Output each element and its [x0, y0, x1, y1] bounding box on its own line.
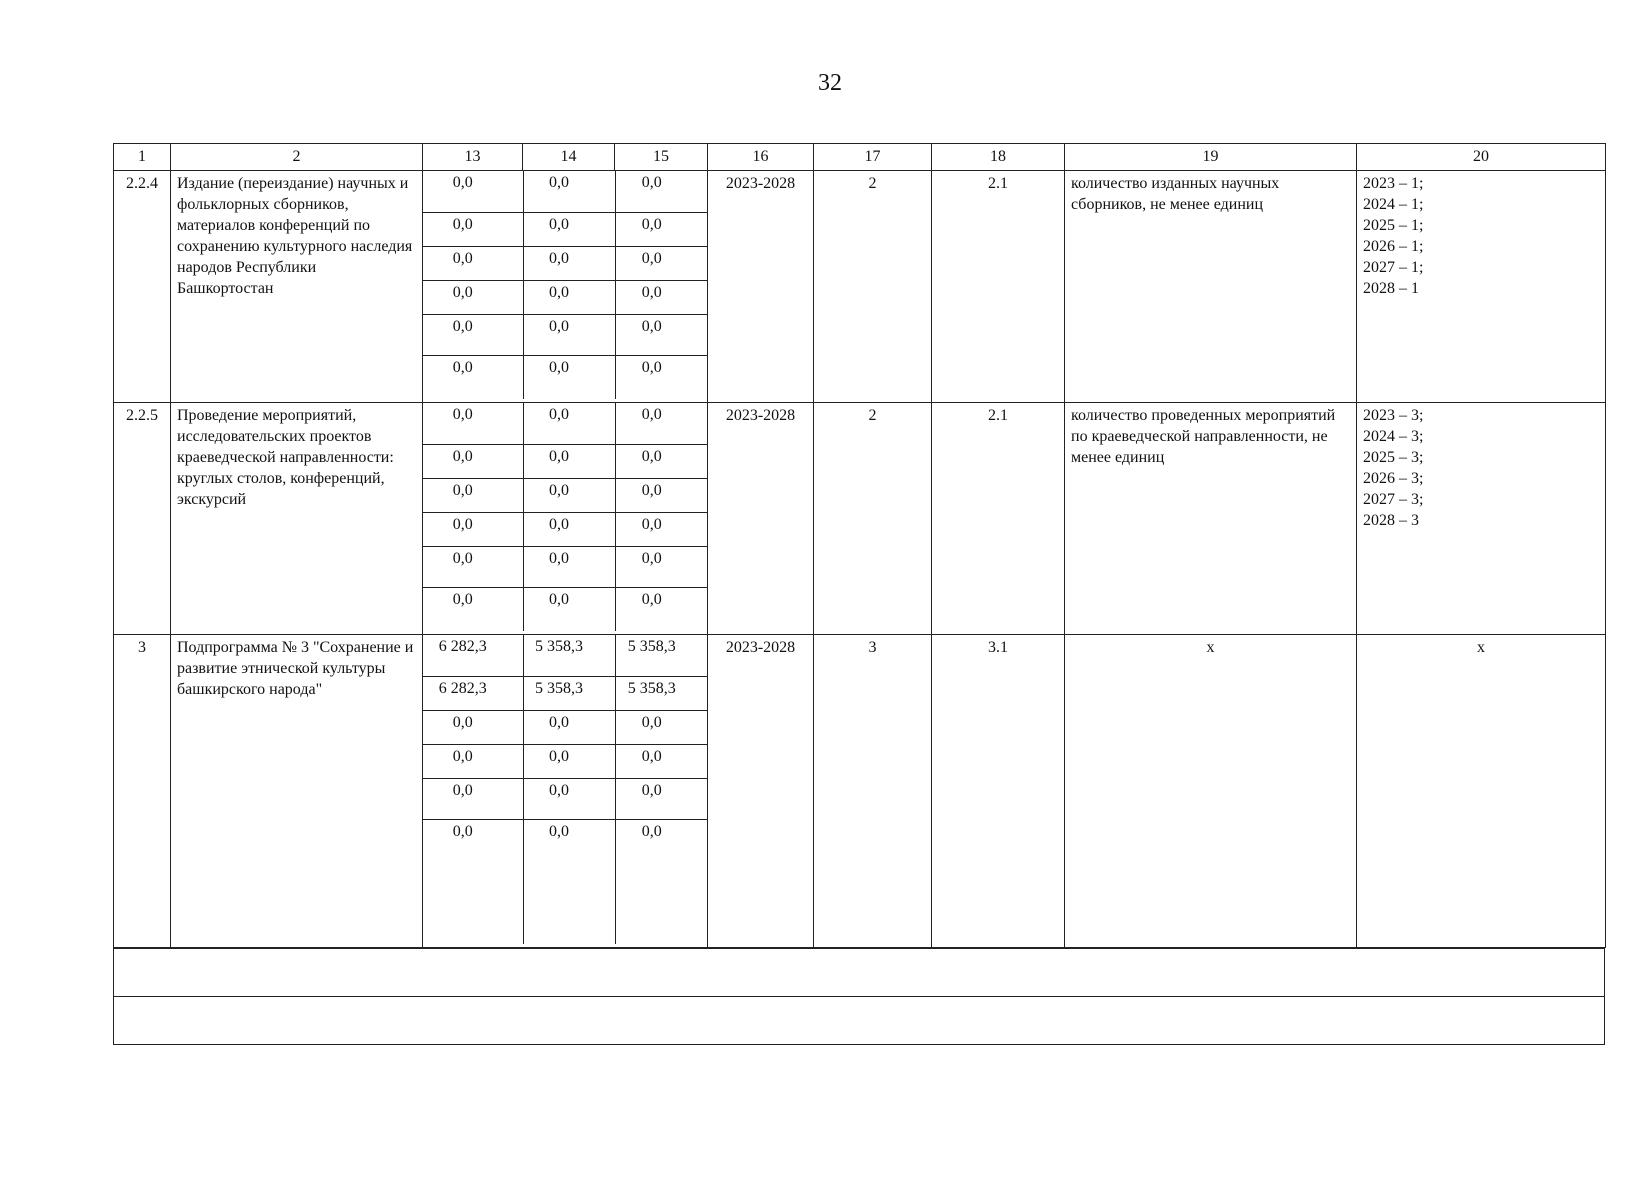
- header-cell: 15: [615, 144, 708, 171]
- header-cell: 18: [932, 144, 1065, 171]
- financing-value: 0,0: [423, 355, 523, 399]
- task-code: 3.1: [932, 635, 1065, 948]
- financing-value: 0,0: [615, 246, 708, 280]
- financing-value: 0,0: [523, 819, 615, 944]
- plan-value: 2027 – 3;: [1363, 491, 1424, 508]
- row-name: Проведение мероприятий, исследовательских проектов краеведческой направленности: круглых столов, конференций, экскурсий: [171, 403, 423, 635]
- document-sheet: [113, 143, 1605, 1045]
- financing-value: 0,0: [615, 171, 708, 212]
- financing-value: 5 358,3: [615, 635, 708, 676]
- financing-value: 0,0: [641, 822, 662, 840]
- financing-value: 0,0: [423, 246, 523, 280]
- financing-value: 0,0: [423, 280, 523, 314]
- header-cell: 13: [423, 144, 523, 171]
- period: 2023-2028: [708, 171, 814, 403]
- plan-value: 2024 – 1;: [1363, 196, 1424, 213]
- plan-values: [1357, 403, 1606, 635]
- financing-subrow: [423, 512, 708, 546]
- financing-subrow: [423, 676, 708, 710]
- financing-value: 0,0: [523, 587, 615, 631]
- financing-value: 5 358,3: [615, 676, 708, 710]
- financing-value: 0,0: [523, 444, 615, 478]
- financing-value: 0,0: [423, 212, 523, 246]
- row-name: Издание (переиздание) научных и фольклорных сборников, материалов конференций по сохранению культурного наследия народов Республики Башкортостан: [171, 171, 423, 403]
- financing-subrow: [423, 280, 708, 314]
- financing-value: 0,0: [615, 444, 708, 478]
- period: 2023-2028: [708, 403, 814, 635]
- row-number: 2.2.4: [114, 171, 171, 403]
- financing-value: 0,0: [423, 744, 523, 778]
- financing-value: 0,0: [523, 512, 615, 546]
- financing-value: 0,0: [423, 444, 523, 478]
- financing-value: 0,0: [423, 587, 523, 631]
- financing-value: 0,0: [615, 710, 708, 744]
- plan-value: 2027 – 1;: [1363, 259, 1424, 276]
- financing-value: 0,0: [423, 314, 523, 355]
- financing-subrow: [423, 212, 708, 246]
- page-number: 32: [818, 70, 842, 96]
- financing-value: 0,0: [423, 403, 523, 444]
- financing-subrow: [423, 744, 708, 778]
- plan-value: 2028 – 1: [1363, 280, 1419, 297]
- row-number: 3: [114, 635, 171, 948]
- financing-value: 0,0: [523, 546, 615, 587]
- financing-value: 0,0: [615, 212, 708, 246]
- financing-subrow: [423, 246, 708, 280]
- plan-values: [1357, 171, 1606, 403]
- table-row: [114, 403, 1606, 635]
- plan-value: 2025 – 1;: [1363, 217, 1424, 234]
- financing-subrow: [423, 403, 708, 444]
- financing-value: 0,0: [523, 710, 615, 744]
- financing-value: 0,0: [641, 590, 662, 608]
- financing-value: 5 358,3: [523, 676, 615, 710]
- financing-value: 0,0: [423, 778, 523, 819]
- indicator-text: количество проведенных мероприятий по краеведческой направленности, не менее единиц: [1065, 403, 1357, 635]
- financing-value: 0,0: [523, 246, 615, 280]
- header-cell: 1: [114, 144, 171, 171]
- financing-value: 6 282,3: [423, 635, 523, 676]
- plan-value: 2026 – 1;: [1363, 238, 1424, 255]
- financing-value: 0,0: [423, 546, 523, 587]
- indicator-text: количество изданных научных сборников, не менее единиц: [1065, 171, 1357, 403]
- financing-value: 0,0: [523, 744, 615, 778]
- financing-value: 0,0: [523, 355, 615, 399]
- financing-value: 0,0: [615, 512, 708, 546]
- financing-subrow: [423, 444, 708, 478]
- task-code: 2.1: [932, 171, 1065, 403]
- row-number: 2.2.5: [114, 403, 171, 635]
- blank-row: [114, 996, 1604, 1044]
- financing-value: 0,0: [615, 744, 708, 778]
- financing-value: 0,0: [523, 403, 615, 444]
- header-cell: 19: [1065, 144, 1357, 171]
- financing-subrow: [423, 635, 708, 676]
- financing-subrow: [423, 355, 708, 399]
- financing-value: 0,0: [615, 403, 708, 444]
- financing-subrow: [423, 171, 708, 212]
- goal-code: 2: [814, 171, 932, 403]
- financing-subrow: [423, 778, 708, 819]
- plan-value: 2026 – 3;: [1363, 470, 1424, 487]
- financing-value: 0,0: [641, 358, 662, 376]
- financing-value: 0,0: [523, 212, 615, 246]
- goal-code: 3: [814, 635, 932, 948]
- financing-subrow: [423, 478, 708, 512]
- financing-value: 0,0: [523, 171, 615, 212]
- table-row: [114, 635, 1606, 948]
- header-cell: 14: [523, 144, 615, 171]
- financing-value: 0,0: [523, 314, 615, 355]
- financing-subrow: [423, 314, 708, 355]
- table-row: [114, 171, 1606, 403]
- period: 2023-2028: [708, 635, 814, 948]
- financing-value: 0,0: [423, 819, 523, 944]
- header-cell: 20: [1357, 144, 1606, 171]
- financing-value: 0,0: [615, 280, 708, 314]
- financing-subrow: [423, 546, 708, 587]
- financing-value: 0,0: [523, 280, 615, 314]
- financing-value: 0,0: [423, 478, 523, 512]
- program-table: [113, 143, 1606, 948]
- financing-value: 6 282,3: [423, 676, 523, 710]
- plan-value: х: [1477, 639, 1485, 656]
- plan-value: 2024 – 3;: [1363, 428, 1424, 445]
- plan-value: 2025 – 3;: [1363, 449, 1424, 466]
- financing-value: 5 358,3: [523, 635, 615, 676]
- financing-value: 0,0: [615, 778, 708, 819]
- financing-value: 0,0: [615, 314, 708, 355]
- financing-value: 0,0: [423, 512, 523, 546]
- financing-cells: [423, 403, 708, 635]
- plan-value: 2023 – 1;: [1363, 175, 1424, 192]
- footer-blank-rows: [113, 948, 1605, 1045]
- financing-subrow: [423, 819, 708, 944]
- header-row: [114, 144, 1606, 171]
- plan-values: [1357, 635, 1606, 948]
- header-cell: 16: [708, 144, 814, 171]
- task-code: 2.1: [932, 403, 1065, 635]
- financing-value: 0,0: [523, 478, 615, 512]
- financing-cells: [423, 635, 708, 948]
- header-cell: 2: [171, 144, 423, 171]
- financing-value: 0,0: [523, 778, 615, 819]
- financing-value: 0,0: [423, 171, 523, 212]
- indicator-text: х: [1065, 635, 1357, 948]
- blank-row: [114, 948, 1604, 996]
- financing-value: 0,0: [615, 546, 708, 587]
- financing-value: 0,0: [615, 478, 708, 512]
- plan-value: 2023 – 3;: [1363, 407, 1424, 424]
- row-name: Подпрограмма № 3 "Сохранение и развитие этнической культуры башкирского народа": [171, 635, 423, 948]
- header-cell: 17: [814, 144, 932, 171]
- financing-subrow: [423, 587, 708, 631]
- financing-value: 0,0: [423, 710, 523, 744]
- goal-code: 2: [814, 403, 932, 635]
- plan-value: 2028 – 3: [1363, 512, 1419, 529]
- financing-cells: [423, 171, 708, 403]
- financing-subrow: [423, 710, 708, 744]
